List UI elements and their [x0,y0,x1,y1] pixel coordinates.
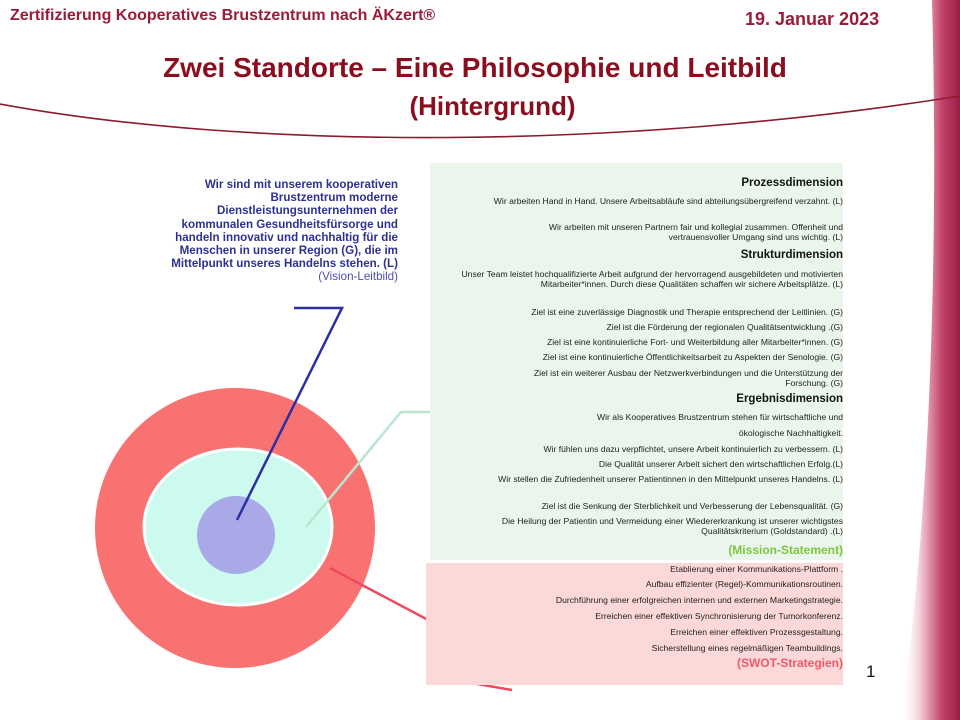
swot-tag: (SWOT-Strategien) [736,656,843,670]
swot-item: Erreichen einer effektiven Prozessgestaltung. [670,627,843,637]
mission-item: Wir arbeiten Hand in Hand. Unsere Arbeitsabläufe sind abteilungsübergreifend verzahnt. (L) [493,196,843,206]
swot-item: Erreichen einer effektiven Synchronisierung der Tumorkonferenz. [595,611,843,621]
page-number: 1 [866,662,876,681]
mission-item: Ziel ist eine zuverlässige Diagnostik und Therapie entsprechend der Leitlinien. (G) [531,307,843,317]
mission-item: Wir als Kooperatives Brustzentrum stehen für wirtschaftliche und [597,412,843,422]
mission-panel [430,163,843,560]
inner-circle-vision [197,496,275,574]
vision-tag: (Vision-Leitbild) [318,270,398,284]
mission-item: Wir fühlen uns dazu verpflichtet, unsere Arbeit kontinuierlich zu verbessern. (L) [543,444,843,454]
mission-item: Die Heilung der Patientin und Vermeidung einer Wiedererkrankung ist unserer wichtigstes Qualitätskriterium (Goldstandard) .(L) [501,516,843,536]
swot-item: Durchführung einer erfolgreichen internen und externen Marketingstrategie. [555,595,843,605]
mission-item: Die Qualität unserer Arbeit sichert den wirtschaftlichen Erfolg.(L) [598,459,843,469]
mission-item: Ziel ist eine kontinuierliche Fort- und Weiterbildung aller Mitarbeiter*innen. (G) [547,337,843,347]
vision-text: Wir sind mit unserem kooperativen Brustzentrum moderne Dienstleistungsunternehmen der kommunalen Gesundheitsfürsorge und handeln innovativ und nachhaltig für die Menschen in unserer Region (G), die im Mittelpunkt unseres Handelns stehen. (L) [171,178,398,271]
swot-item: Sicherstellung eines regelmäßigen Teambuildings. [651,643,843,653]
slide-title: Zwei Standorte – Eine Philosophie und Leitbild [163,52,787,83]
struktur-heading: Strukturdimension [740,249,843,261]
mission-item: ökologische Nachhaltigkeit. [738,428,843,438]
mission-item: Wir arbeiten mit unseren Partnern fair und kollegial zusammen. Offenheit und vertrauensvoller Umgang sind uns wichtig. (L) [548,222,843,242]
mission-tag: (Mission-Statement) [728,543,843,557]
swot-item: Etablierung einer Kommunikations-Plattform . [670,564,843,574]
mission-item: Wir stellen die Zufriedenheit unserer Patientinnen in den Mittelpunkt unseres Handelns. (L) [498,474,843,484]
mission-item: Ziel ist die Senkung der Sterblichkeit und Verbesserung der Lebensqualität. (G) [541,501,843,511]
ergebnis-heading: Ergebnisdimension [736,393,843,405]
mission-item: Ziel ist ein weiterer Ausbau der Netzwerkverbindungen und die Unterstützung der Forschung. (G) [533,368,843,388]
header-date: 19. Januar 2023 [745,9,880,29]
header-title: Zertifizierung Kooperatives Brustzentrum nach ÄKzert® [10,7,436,24]
swot-panel [426,563,843,685]
mission-item: Ziel ist eine kontinuierliche Öffentlichkeitsarbeit zu Aspekten der Senologie. (G) [542,352,843,362]
swot-item: Aufbau effizienter (Regel)-Kommunikationsroutinen. [645,579,843,589]
mission-item: Ziel ist die Förderung der regionalen Qualitätsentwicklung .(G) [606,322,843,332]
mission-item: Unser Team leistet hochqualifizierte Arbeit aufgrund der hervorragend ausgebildeten und motivierten Mitarbeiter*innen. Durch diese Qualitäten schaffen wir sichere Arbeitsplätze. (L) [461,269,843,289]
slide-subtitle: (Hintergrund) [409,91,576,121]
vision-statement [160,178,398,284]
prozess-heading: Prozessdimension [741,177,843,189]
